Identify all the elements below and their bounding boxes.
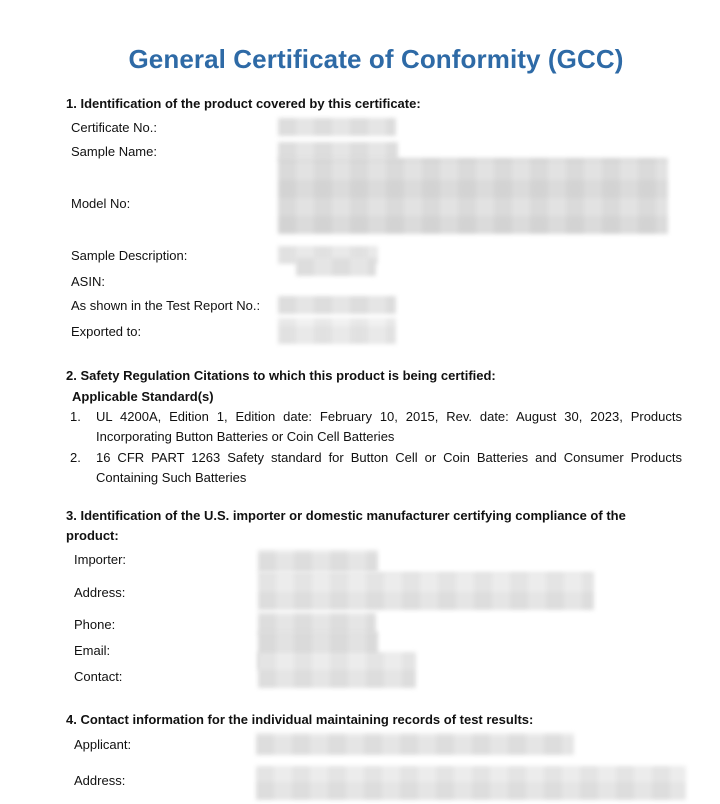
asin-value-redacted — [296, 258, 376, 276]
standard-item-2 — [70, 448, 682, 488]
section-3-heading: 3. Identification of the U.S. importer or domestic manufacturer certifying compliance of the product: — [66, 508, 626, 543]
applicable-standards-heading: Applicable Standard(s) — [72, 389, 214, 404]
document-title: General Certificate of Conformity (GCC) — [128, 44, 624, 74]
certificate-no-label: Certificate No.: — [71, 120, 157, 135]
standard-text: UL 4200A, Edition 1, Edition date: February 10, 2015, Rev. date: August 30, 2023, Products Incorporating Button Batteries or Coin Cell Batteries — [96, 409, 682, 444]
phone-value-redacted — [258, 612, 376, 634]
asin-label: ASIN: — [71, 274, 105, 289]
model-no-label: Model No: — [71, 196, 131, 211]
exported-to-label: Exported to: — [71, 324, 142, 339]
section-1-heading: 1. Identification of the product covered by this certificate: — [66, 96, 421, 111]
email-label: Email: — [74, 643, 111, 658]
contact-value-redacted — [258, 652, 416, 688]
contact-label: Contact: — [74, 669, 123, 684]
phone-label: Phone: — [74, 617, 116, 632]
test-report-no-value-redacted — [278, 296, 396, 314]
model-no-value-redacted — [278, 158, 668, 234]
standard-number: 2. — [70, 450, 81, 465]
applicant-label: Applicant: — [74, 737, 132, 752]
test-report-no-label: As shown in the Test Report No.: — [71, 298, 261, 313]
sample-description-label: Sample Description: — [71, 248, 188, 263]
standard-number: 1. — [70, 409, 81, 424]
exported-to-value-redacted — [278, 318, 396, 344]
applicant-address-label: Address: — [74, 773, 126, 788]
importer-value-redacted — [258, 550, 378, 572]
certificate-no-value-redacted — [278, 118, 396, 136]
importer-label: Importer: — [74, 552, 127, 567]
standard-item-1 — [70, 407, 682, 447]
standard-text: 16 CFR PART 1263 Safety standard for Button Cell or Coin Batteries and Consumer Products Containing Such Batteries — [96, 450, 682, 485]
importer-address-label: Address: — [74, 585, 126, 600]
importer-address-value-redacted — [258, 572, 594, 610]
section-2-heading: 2. Safety Regulation Citations to which this product is being certified: — [66, 368, 496, 383]
applicant-value-redacted — [256, 733, 574, 755]
sample-name-label: Sample Name: — [71, 144, 157, 159]
section-4-heading: 4. Contact information for the individual maintaining records of test results: — [66, 712, 534, 727]
applicant-address-value-redacted — [256, 766, 686, 800]
